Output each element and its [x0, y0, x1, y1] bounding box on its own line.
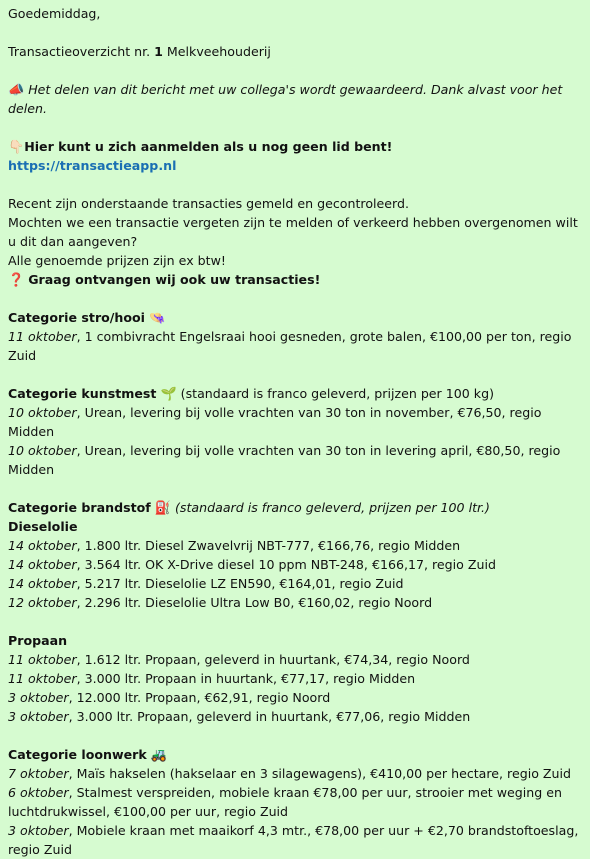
transaction-date: 12 oktober [8, 595, 77, 610]
transaction-date: 3 oktober [8, 709, 69, 724]
transaction-text: , 3.564 ltr. OK X-Drive diesel 10 ppm NBT-248, €166,17, regio Zuid [76, 557, 496, 572]
request-line [8, 270, 582, 289]
transaction-item [8, 707, 582, 726]
category-note: (standaard is franco geleverd, prijzen per 100 ltr.) [175, 500, 490, 515]
spacer [8, 118, 582, 137]
category-title: Categorie stro/hooi [8, 310, 145, 325]
transaction-text: , 1.800 ltr. Diesel Zwavelvrij NBT-777, €166,76, regio Midden [76, 538, 461, 553]
transaction-item [8, 821, 582, 859]
intro-line: Alle genoemde prijzen zijn ex btw! [8, 253, 226, 268]
signup-link[interactable]: https://transactieapp.nl [8, 158, 177, 173]
share-note-text: Het delen van dit bericht met uw collega's wordt gewaardeerd. Dank alvast voor het delen. [8, 82, 563, 116]
spacer [8, 479, 582, 498]
request-text: Graag ontvangen wij ook uw transacties! [28, 272, 321, 287]
overview-number: 1 [154, 44, 163, 59]
transaction-item [8, 555, 582, 574]
subcategory-title-diesel: Dieselolie [8, 519, 78, 534]
overview-suffix: Melkveehouderij [162, 44, 271, 59]
transaction-item [8, 669, 582, 688]
straw-hat-icon: 👒 [149, 311, 166, 326]
overview-prefix: Transactieoverzicht nr. [8, 44, 155, 59]
transaction-item [8, 574, 582, 593]
transaction-text: , 1.612 ltr. Propaan, geleverd in huurtank, €74,34, regio Noord [76, 652, 470, 667]
transaction-item [8, 650, 582, 669]
transaction-text: , 1 combivracht Engelsraai hooi gesneden, grote balen, €100,00 per ton, regio Zuid [8, 329, 572, 363]
transaction-item [8, 536, 582, 555]
transaction-text: , Urean, levering bij volle vrachten van 30 ton in november, €76,50, regio Midden [8, 405, 542, 439]
category-note: (standaard is franco geleverd, prijzen per 100 kg) [180, 386, 494, 401]
intro-line: Mochten we een transactie vergeten zijn te melden of verkeerd hebben overgenomen wilt u dit dan aangeven? [8, 215, 578, 249]
megaphone-icon: 📣 [8, 83, 25, 98]
overview-line [8, 42, 582, 61]
transaction-item [8, 593, 582, 612]
category-heading-stro [8, 308, 582, 327]
fuel-pump-icon: ⛽ [154, 501, 171, 516]
transaction-date: 10 oktober [8, 443, 77, 458]
transaction-text: , Urean, levering bij volle vrachten van 30 ton in levering april, €80,50, regio Midden [8, 443, 561, 477]
spacer [8, 612, 582, 631]
transaction-text: , 2.296 ltr. Dieselolie Ultra Low B0, €160,02, regio Noord [76, 595, 433, 610]
transaction-item [8, 783, 582, 821]
category-title: Categorie brandstof [8, 500, 151, 515]
greeting: Goedemiddag, [8, 6, 101, 21]
spacer [8, 23, 582, 42]
transaction-date: 10 oktober [8, 405, 77, 420]
transaction-date: 11 oktober [8, 652, 77, 667]
category-heading-kunstmest [8, 384, 582, 403]
spacer [8, 726, 582, 745]
transaction-date: 6 oktober [8, 785, 69, 800]
transaction-text: , 3.000 ltr. Propaan in huurtank, €77,17, regio Midden [76, 671, 416, 686]
transaction-text: , Maïs hakselen (hakselaar en 3 silagewagens), €410,00 per hectare, regio Zuid [68, 766, 572, 781]
spacer [8, 289, 582, 308]
seedling-icon: 🌱 [160, 387, 177, 402]
transaction-text: , Mobiele kraan met maaikorf 4,3 mtr., €78,00 per uur + €2,70 brandstoftoeslag, regio Zuid [8, 823, 579, 857]
transaction-date: 14 oktober [8, 576, 77, 591]
signup-text: Hier kunt u zich aanmelden als u nog geen lid bent! [24, 139, 393, 154]
category-title: Categorie loonwerk [8, 747, 147, 762]
transaction-item [8, 327, 582, 365]
spacer [8, 175, 582, 194]
category-title: Categorie kunstmest [8, 386, 157, 401]
transaction-text: , 5.217 ltr. Dieselolie LZ EN590, €164,01, regio Zuid [76, 576, 404, 591]
signup-line [8, 137, 582, 156]
share-note [8, 80, 582, 118]
transaction-date: 11 oktober [8, 329, 77, 344]
pointing-down-icon: 👇🏻 [8, 140, 25, 155]
transaction-item [8, 403, 582, 441]
transaction-text: , 12.000 ltr. Propaan, €62,91, regio Noord [68, 690, 331, 705]
transaction-item [8, 688, 582, 707]
transaction-item [8, 441, 582, 479]
category-heading-brandstof [8, 498, 582, 517]
transaction-date: 3 oktober [8, 823, 69, 838]
transaction-date: 7 oktober [8, 766, 69, 781]
subcategory-title-propaan: Propaan [8, 633, 68, 648]
category-heading-loonwerk [8, 745, 582, 764]
spacer [8, 61, 582, 80]
transaction-date: 14 oktober [8, 557, 77, 572]
transaction-date: 11 oktober [8, 671, 77, 686]
transaction-item [8, 764, 582, 783]
question-mark-icon: ❓ [8, 273, 25, 288]
transaction-text: , Stalmest verspreiden, mobiele kraan €78,00 per uur, strooier met weging en luchtdrukwissel, €100,00 per uur, regio Zuid [8, 785, 563, 819]
transaction-date: 3 oktober [8, 690, 69, 705]
spacer [8, 365, 582, 384]
tractor-icon: 🚜 [150, 748, 167, 763]
transaction-date: 14 oktober [8, 538, 77, 553]
intro-line: Recent zijn onderstaande transacties gemeld en gecontroleerd. [8, 196, 409, 211]
signup-link-line [8, 156, 582, 175]
transaction-text: , 3.000 ltr. Propaan, geleverd in huurtank, €77,06, regio Midden [68, 709, 471, 724]
